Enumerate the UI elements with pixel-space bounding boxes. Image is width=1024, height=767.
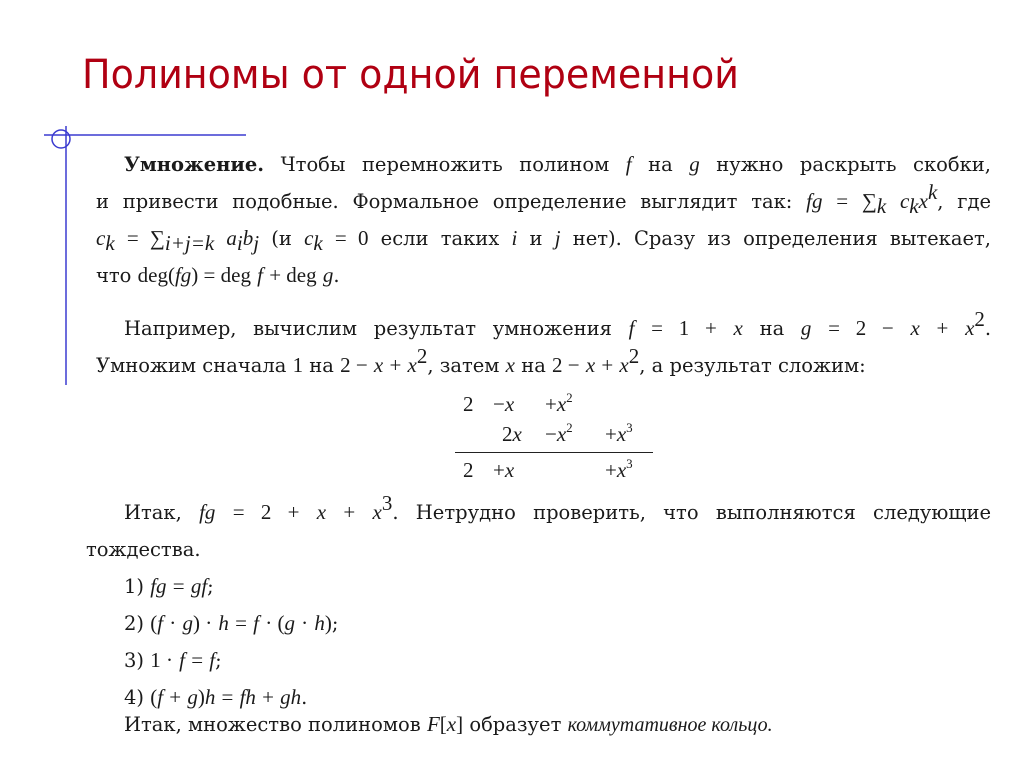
conclusion: Итак, множество полиномов F[x] образует коммутативное кольцо.	[124, 712, 773, 736]
para1-line3: $c_k = \sum_{i+j=k}$ $a_ib_j$ (и $c_k = 0$ если таких i и j нет). Сразу из определения вытекает,	[96, 226, 992, 255]
list-item: 3) 1 · f = f;	[124, 648, 222, 672]
para2-line1: Например, вычислим результат умножения f = 1 + x на $g = 2 - x + x^2$.	[124, 307, 992, 340]
paragraph-result	[86, 491, 991, 568]
paragraph-example	[96, 307, 992, 384]
para1-line4: что deg(fg) = deg f + deg g.	[96, 263, 340, 287]
table-cell: $-x^2$	[545, 420, 573, 446]
slide-title: Полиномы от одной переменной	[82, 52, 739, 98]
identities-list	[124, 568, 338, 716]
table-cell: $+x^3$	[605, 420, 633, 446]
table-cell: $+x^3$	[605, 456, 633, 482]
list-item: 1) fg = gf;	[124, 574, 214, 598]
list-item: 4) (f + g)h = fh + gh.	[124, 685, 308, 709]
table-cell: +x	[493, 458, 515, 482]
paragraph-multiplication	[96, 146, 991, 294]
para3-line1: Итак, fg = $2 + x + x^3$. Нетрудно проверить, что выполняются следующие	[124, 491, 991, 524]
table-cell: 2x	[502, 422, 522, 446]
list-item: 2) (f · g) · h = f · (g · h);	[124, 611, 339, 635]
table-cell: $+x^2$	[545, 390, 573, 416]
heading-multiplication: Умножение.	[124, 153, 265, 176]
table-cell: −x	[493, 392, 515, 416]
sum-line	[455, 452, 653, 453]
para3-line2: тождества.	[86, 538, 201, 561]
para1-line1: Умножение. Чтобы перемножить полином f на g нужно раскрыть скобки,	[124, 152, 991, 176]
para1-line2: и привести подобные. Формальное определение выглядит так: fg = $\sum_k$ $c_kx^k$, где	[96, 180, 991, 218]
term-commutative-ring: коммутативное кольцо.	[567, 714, 773, 736]
circle-ornament-icon	[52, 130, 70, 148]
para2-line2: Умножим сначала 1 на $2 - x + x^2$, затем x на $2 - x + x^2$, а результат сложим:	[96, 344, 866, 377]
